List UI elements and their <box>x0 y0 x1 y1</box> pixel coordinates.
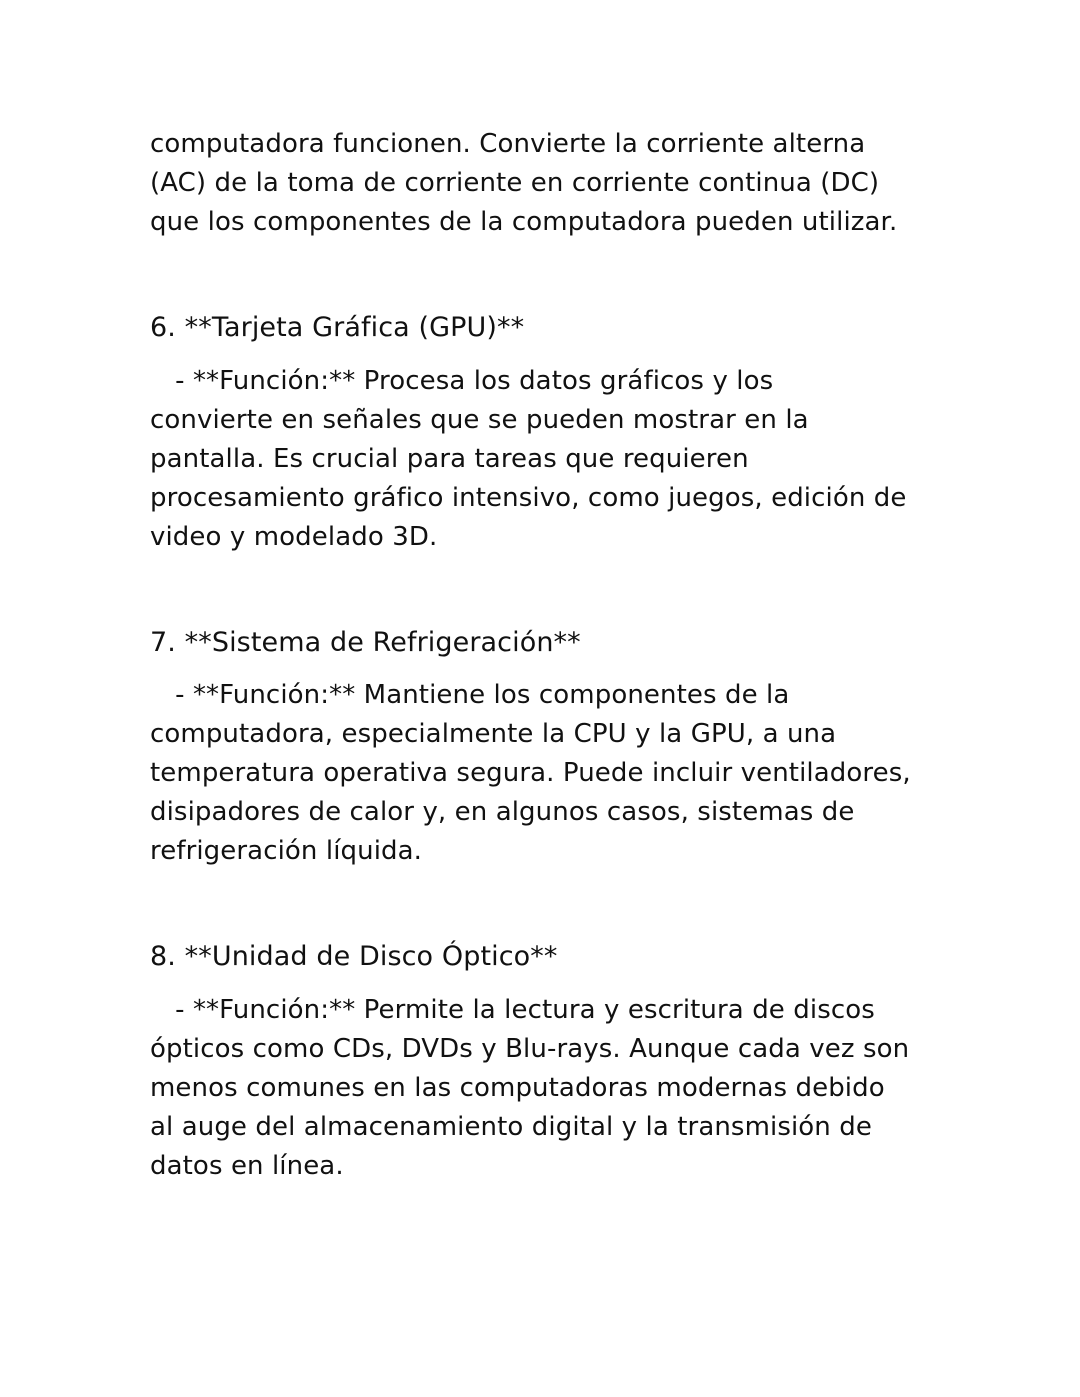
section-heading-gpu: 6. **Tarjeta Gráfica (GPU)** <box>150 312 525 343</box>
section-line: ópticos como CDs, DVDs y Blu-rays. Aunque cada vez son <box>150 1034 910 1064</box>
intro-line: que los componentes de la computadora pueden utilizar. <box>150 207 898 237</box>
section-line: - **Función:** Mantiene los componentes de la <box>150 680 790 710</box>
section-line: temperatura operativa segura. Puede incluir ventiladores, <box>150 758 911 788</box>
section-line: video y modelado 3D. <box>150 522 438 552</box>
section-line: menos comunes en las computadoras modernas debido <box>150 1073 885 1103</box>
intro-line: (AC) de la toma de corriente en corriente continua (DC) <box>150 168 880 198</box>
section-line: - **Función:** Procesa los datos gráficos y los <box>150 366 774 396</box>
section-line: refrigeración líquida. <box>150 836 423 866</box>
section-heading-optical-drive: 8. **Unidad de Disco Óptico** <box>150 941 558 972</box>
intro-line: computadora funcionen. Convierte la corriente alterna <box>150 129 866 159</box>
section-line: pantalla. Es crucial para tareas que requieren <box>150 444 749 474</box>
section-line: datos en línea. <box>150 1151 344 1181</box>
section-line: convierte en señales que se pueden mostrar en la <box>150 405 809 435</box>
section-line: - **Función:** Permite la lectura y escritura de discos <box>150 995 875 1025</box>
section-line: procesamiento gráfico intensivo, como juegos, edición de <box>150 483 907 513</box>
section-line: disipadores de calor y, en algunos casos, sistemas de <box>150 797 855 827</box>
section-heading-cooling: 7. **Sistema de Refrigeración** <box>150 627 581 658</box>
section-line: computadora, especialmente la CPU y la GPU, a una <box>150 719 837 749</box>
section-line: al auge del almacenamiento digital y la transmisión de <box>150 1112 872 1142</box>
